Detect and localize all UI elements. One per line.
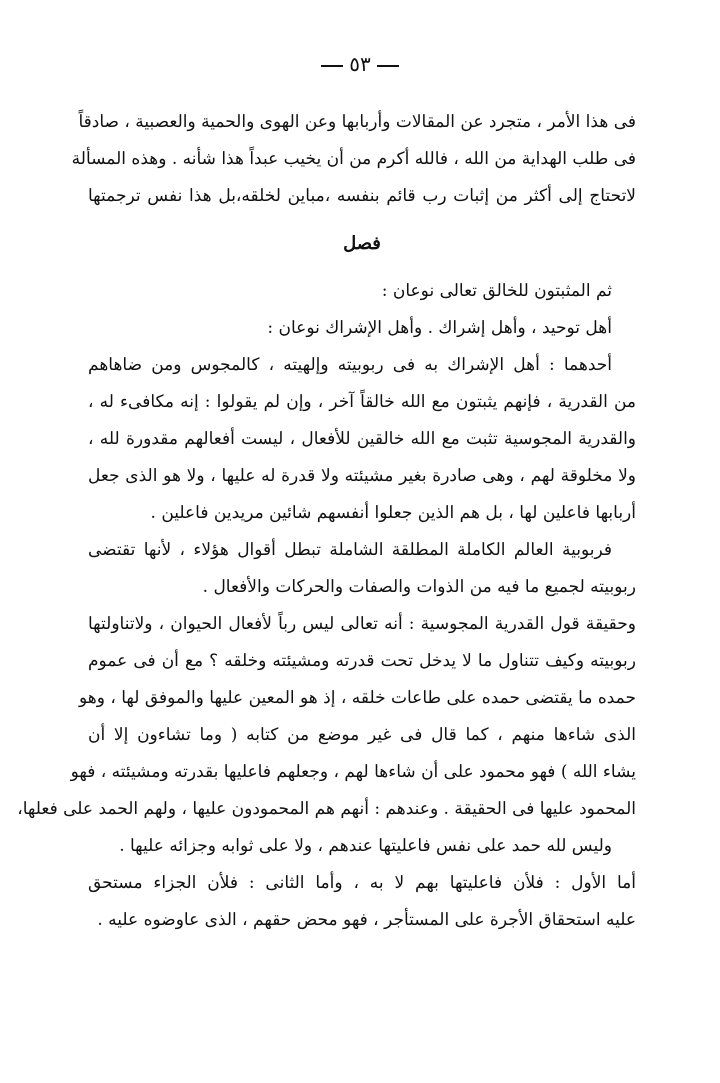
text-line: وحقيقة قول القدرية المجوسية : أنه تعالى ليس رباً لأفعال الحيوان ، ولاتناولتها [88, 614, 636, 634]
right-dash [377, 65, 399, 67]
body-text [17, 104, 636, 939]
text-line: فى هذا الأمر ، متجرد عن المقالات وأربابها وعن الهوى والحمية والعصبية ، صادقاً [78, 112, 636, 132]
text-line: أحدهما : أهل الإشراك به فى ربوبيته وإلهيته ، كالمجوس ومن ضاهاهم [88, 355, 612, 375]
text-line: عليه استحقاق الأجرة على المستأجر ، فهو محض حقهم ، الذى عاوضوه عليه . [97, 910, 636, 930]
text-line: فى طلب الهداية من الله ، فالله أكرم من أن يخيب عبداً هذا شأنه . وهذه المسألة [71, 149, 636, 169]
text-line: حمده ما يقتضى حمده على طاعات خلقه ، إذ هو المعين عليها والموفق لها ، وهو [79, 688, 636, 708]
text-line: والقدرية المجوسية تثبت مع الله خالقين للأفعال ، ليست أفعالهم مقدورة لله ، [88, 429, 636, 449]
text-line: أما الأول : فلأن فاعليتها بهم لا به ، وأما الثانى : فلأن الجزاء مستحق [88, 873, 636, 893]
text-line: من القدرية ، فإنهم يثبتون مع الله خالقاً آخر ، وإن لم يقولوا : إنه مكافىء له ، [88, 392, 636, 412]
text-line: المحمود عليها فى الحقيقة . وعندهم : أنهم هم المحمودون عليها ، ولهم الحمد على فعلها، [17, 799, 636, 819]
paragraph-4 [88, 347, 636, 532]
text-line: أربابها فاعلين لها ، بل هم الذين جعلوا أنفسهم شائين مريدين فاعلين . [150, 503, 636, 523]
text-line: أهل توحيد ، وأهل إشراك . وأهل الإشراك نوعان : [267, 318, 612, 338]
text-line: وليس لله حمد على نفس فاعليتها عندهم ، ولا على ثوابه وجزائه عليها . [119, 836, 612, 856]
text-line: فربوبية العالم الكاملة المطلقة الشاملة تبطل أقوال هؤلاء ، لأنها تقتضى [88, 540, 612, 560]
paragraph-7 [88, 865, 636, 939]
text-line: ربوبيته وكيف تتناول ما لا يدخل تحت قدرته ومشيئته وخلقه ؟ مع أن فى عموم [88, 651, 636, 671]
paragraph-2 [88, 273, 636, 310]
text-line: ولا مخلوقة لهم ، وهى صادرة بغير مشيئته ولا قدرة له عليها ، ولا هو الذى جعل [88, 466, 636, 486]
paragraph-1 [71, 104, 636, 215]
paragraph-3 [88, 310, 636, 347]
section-heading [88, 215, 636, 273]
text-line: لاتحتاج إلى أكثر من إثبات رب قائم بنفسه ،مباين لخلقه،بل هذا نفس ترجمتها [88, 186, 636, 206]
text-line: ربوبيته لجميع ما فيه من الذوات والصفات والحركات والأفعال . [202, 577, 636, 597]
text-line: ثم المثبتون للخالق تعالى نوعان : [381, 281, 612, 301]
text-line: الذى شاءها منهم ، كما قال فى غير موضع من كتابه ( وما تشاءون إلا أن [88, 725, 636, 745]
page-number: ٥٣ [349, 52, 371, 76]
paragraph-5 [88, 532, 636, 606]
text-line: يشاء الله ) فهو محمود على أن شاءها لهم ، وجعلهم فاعليها بقدرته ومشيئته ، فهو [70, 762, 636, 782]
page-number-header [0, 52, 720, 76]
section-heading-text: فصل [343, 233, 381, 254]
left-dash [321, 65, 343, 67]
paragraph-6 [17, 606, 636, 865]
